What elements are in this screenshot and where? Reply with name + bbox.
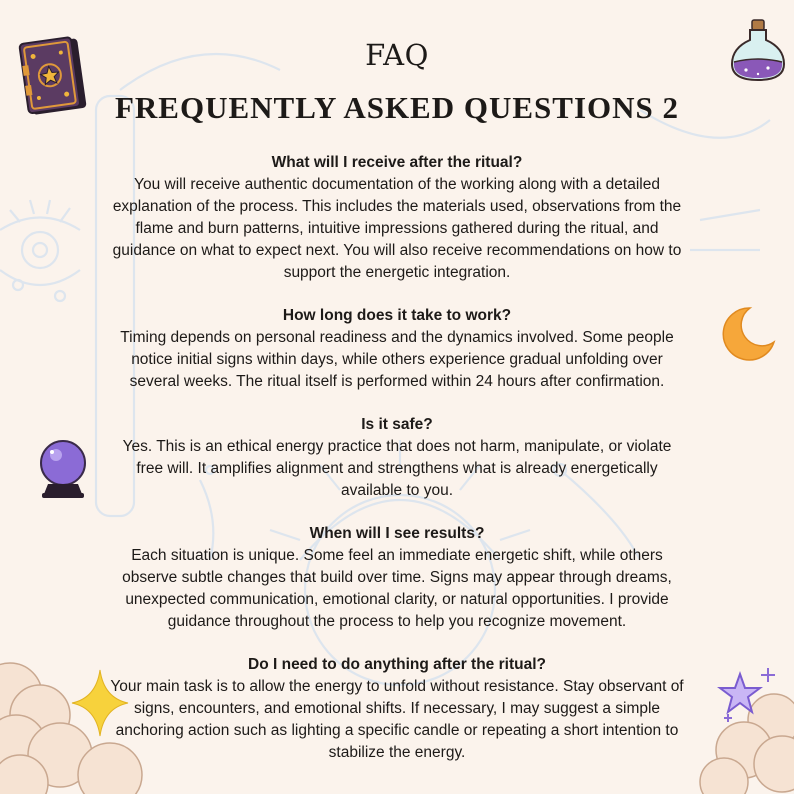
- faq-answer: Timing depends on personal readiness and the dynamics involved. Some people notice initial signs within days, while others experience gradual unfolding over several weeks. The ritual itself is performed within 24 hours after confirmation.: [120, 329, 674, 390]
- purple-stars-icon: [716, 664, 782, 724]
- crystal-ball-icon: [36, 438, 90, 500]
- faq-answer: You will receive authentic documentation of the working along with a detailed explanation of the process. This includes the materials used, observations from the flame and burn patterns, intuitive impressions gathered during the ritual, and guidance on what to expect next. You will also receive recommendations on how to support the energetic integration.: [112, 176, 682, 281]
- faq-item: [110, 305, 684, 393]
- faq-answer: Each situation is unique. Some feel an immediate energetic shift, while others observe subtle changes that build over time. Signs may appear through dreams, unexpected communication, emotional clarity, or natural opportunities. I provide guidance throughout the process to help you recognize movement.: [122, 547, 672, 630]
- faq-question: How long does it take to work?: [282, 307, 512, 324]
- crescent-moon-icon: [720, 304, 778, 362]
- page-title: FREQUENTLY ASKED QUESTIONS 2: [114, 90, 680, 125]
- faq-item: [110, 523, 684, 633]
- page-kicker: FAQ: [365, 38, 429, 72]
- faq-answer: Your main task is to allow the energy to unfold without resistance. Stay observant of signs, encounters, and emotional shifts. If necessary, I may suggest a simple anchoring action such as lighting a specific candle or repeating a short intention to stabilize the energy.: [110, 678, 684, 761]
- faq-answer: Yes. This is an ethical energy practice that does not harm, manipulate, or violate free will. It amplifies alignment and strengthens what is already energetically available to you.: [122, 438, 672, 499]
- faq-item: [110, 654, 684, 764]
- faq-question: Do I need to do anything after the ritual?: [248, 656, 546, 673]
- faq-list: [110, 152, 684, 785]
- faq-item: [110, 152, 684, 284]
- faq-item: [110, 414, 684, 502]
- faq-question: Is it safe?: [361, 416, 433, 433]
- faq-question: When will I see results?: [309, 525, 485, 542]
- faq-question: What will I receive after the ritual?: [271, 154, 523, 171]
